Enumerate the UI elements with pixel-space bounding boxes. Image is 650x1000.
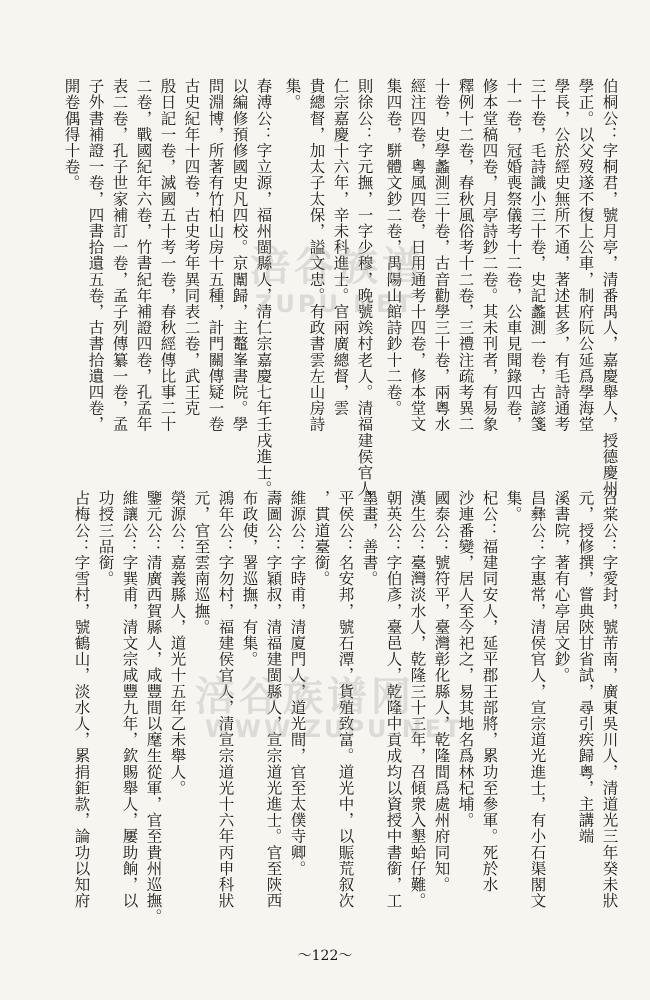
text-column: 榮源公：嘉義縣人，道光十五年乙未舉人。 [168, 490, 187, 796]
text-column: 布政使，署巡撫，有集。 [240, 490, 259, 668]
text-column: 杞公：福建同安人，延平郡王部將，累功至參軍。死於水 [480, 490, 499, 893]
text-column: 以編修預修國史凡四校。京闈歸，主鼇峯書院。學 [230, 78, 249, 433]
text-column: 修本堂稿四卷，月亭詩鈔二卷。其未刊者，有易象 [480, 78, 499, 433]
text-column: 朝英公：字伯彥，臺邑人，乾隆中貢成均以資授中書銜，工 [384, 490, 403, 909]
text-column: 殷日記一卷，滅國五十考一卷，春秋經傳比事二十 [158, 78, 177, 433]
text-column: 昌彝公：字惠常，清侯官人，宣宗道光進士，有小石渠閣文 [528, 490, 547, 909]
text-column: 則徐公：字元撫，一字少穆，晚號竢村老人。清福建侯官人 [355, 78, 374, 497]
text-column: 墨畫，善書。 [360, 490, 379, 587]
text-column: 學正。以父歿遂不復上公車，制府阮公延爲學海堂 [576, 78, 595, 433]
text-column: 子外書補證一卷，四書拾遺五卷，古書拾遺四卷， [86, 78, 105, 433]
text-column: 表二卷，孔子世家補訂一卷，孟子列傳纂一卷，孟 [110, 78, 129, 433]
text-column: 集四卷，駢體文鈔二卷，禺陽山館詩鈔十二卷。 [384, 78, 403, 417]
text-column: 古史紀年十四卷，古史考年異同表二卷，武王克 [182, 78, 201, 417]
text-column: 經注四卷，粵風四卷，日用通考十四卷，修本堂文 [408, 78, 427, 433]
text-column: 壽圖公：字穎叔，清福建閩縣人，宣宗道光進士。官至陝西 [264, 490, 283, 909]
text-column: 溪書院，著有心亭居文鈔。 [552, 490, 571, 684]
text-column: 漢生公：臺灣淡水人，乾隆三十三年，召傾衆入墾蛤仔難。 [408, 490, 427, 909]
text-column: 十卷，史學蠡測三十卷，古音勸學三十卷，兩粵水 [432, 78, 451, 433]
watermark-text: 涪谷族谱 [250, 244, 426, 290]
watermark-url: WWW.ZUPU.NET [205, 715, 464, 743]
text-column: 召棠公：字愛封，號芾南，廣東吳川人，清道光三年癸未狀 [600, 490, 619, 909]
text-column: 功授三品銜。 [96, 490, 115, 587]
text-column: 學長，公於經史無所不通，著述甚多，有毛詩通考 [552, 78, 571, 433]
text-column: 釋例十二卷，春秋風俗考十二卷，三禮注疏考異二 [456, 78, 475, 433]
text-column: 伯桐公：字桐君，號月亭，清番禺人，嘉慶舉人，授德慶州 [600, 78, 619, 497]
page-number: ～122～ [297, 948, 353, 964]
text-column: 開卷偶得十卷。 [62, 78, 81, 191]
text-column: 元，授修撰，嘗典陝甘省試，尋引疾歸粵，主講端 [576, 490, 595, 845]
text-column: 集。 [283, 78, 302, 111]
text-column: 二卷，戰國紀年六卷，竹書紀年補證四卷，孔孟年 [134, 78, 153, 433]
text-column: 春溥公：字立源，福州閩縣人，清仁宗嘉慶七年壬戌進士。 [254, 78, 273, 497]
text-column: 集。 [504, 490, 523, 523]
text-column: 問淵博，所著有竹柏山房十五種，計門關傳疑一卷 [206, 78, 225, 433]
text-column: 鑒元公：清廣西賀縣人，咸豐間以麾生從軍，官至貴州巡撫。 [144, 490, 163, 925]
watermark-text: 涪谷族谱网 [195, 674, 415, 720]
text-column: 十一卷，冠婚喪祭儀考十二卷，公車見聞錄四卷， [504, 78, 523, 433]
text-column: 貴總督，加太子太保，謚文忠。有政書雲左山房詩 [307, 78, 326, 433]
text-column: ，貫道臺銜。 [312, 490, 331, 587]
text-column: 維源公：字時甫，清廈門人，道光間，官至太僕寺卿。 [288, 490, 307, 877]
text-column: 仁宗嘉慶十六年，辛未科進士。官兩廣總督，雲 [331, 78, 350, 417]
text-column: 占梅公：字雪村，號鶴山，淡水人，累捐鉅款，論功以知府 [72, 490, 91, 909]
text-column: 平侯公：名安邦，號石潭，貨殖致富。道光中，以賑荒叙次 [336, 490, 355, 909]
text-column: 元，官至雲南巡撫。 [192, 490, 211, 635]
text-column: 鴻年公：字勿村，福建侯官人，清宣宗道光十六年丙申科狀 [216, 490, 235, 909]
watermark-url: ZUPU.NET [255, 290, 415, 318]
text-column: 沙連番變，居人至今祀之，易其地名爲林杞埔。 [456, 490, 475, 829]
text-column: 國泰公：號符平，臺灣彰化縣人，乾隆間爲處州府同知。 [432, 490, 451, 893]
text-column: 維讓公：字巽甫，清文宗咸豐九年，欽賜舉人，屢助餉，以 [120, 490, 139, 909]
text-column: 三十卷，毛詩識小三十卷，史記蠡測一卷，古諺箋 [528, 78, 547, 433]
